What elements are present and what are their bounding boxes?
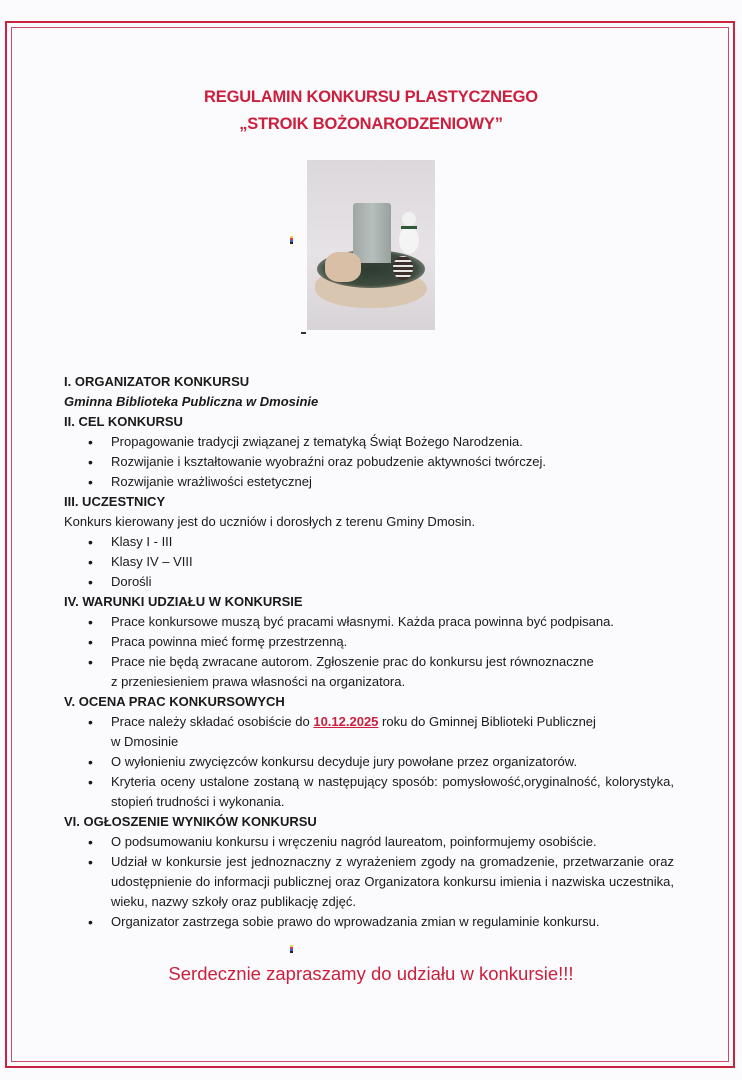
pine-cone <box>393 256 413 280</box>
list-item: • Klasy IV – VIII <box>64 552 674 572</box>
submission-text: Prace należy składać osobiście do <box>111 714 314 729</box>
goal-list <box>64 432 674 492</box>
participants-list <box>64 532 674 592</box>
list-item: • Organizator zastrzega sobie prawo do wprowadzania zmian w regulaminie konkursu. <box>64 912 674 932</box>
list-item <box>64 652 674 692</box>
closing-invitation: Serdecznie zapraszamy do udziału w konkursie!!! <box>168 963 574 984</box>
list-item-line: z przeniesieniem prawa własności na organizatora. <box>111 674 406 689</box>
list-item: • Dorośli <box>64 572 674 592</box>
list-item: • Prace konkursowe muszą być pracami własnymi. Każda praca powinna być podpisana. <box>64 612 674 632</box>
list-item: • Propagowanie tradycji związanej z tematyką Świąt Bożego Narodzenia. <box>64 432 674 452</box>
section-heading-conditions: IV. WARUNKI UDZIAŁU W KONKURSIE <box>64 594 303 609</box>
snowman-scarf <box>401 226 417 229</box>
list-item: • Rozwijanie wrażliwości estetycznej <box>64 472 674 492</box>
list-item: • O podsumowaniu konkursu i wręczeniu nagród laureatom, poinformujemy osobiście. <box>64 832 674 852</box>
snowman-head <box>402 212 416 226</box>
list-item: • Praca powinna mieć formę przestrzenną. <box>64 632 674 652</box>
list-item: • Klasy I - III <box>64 532 674 552</box>
poinsettia <box>325 252 361 282</box>
scan-mark <box>301 332 306 334</box>
list-item: • Kryteria oceny ustalone zostaną w następujący sposób: pomysłowość,oryginalność, kolorystyka, stopień trudności i wykonania. <box>64 772 674 812</box>
list-item: • O wyłonieniu zwycięzców konkursu decyduje jury powołane przez organizatorów. <box>64 752 674 772</box>
submission-text-cont: roku do Gminnej Biblioteki Publicznej <box>378 714 596 729</box>
document-title: REGULAMIN KONKURSU PLASTYCZNEGO <box>204 88 538 106</box>
section-heading-goal: II. CEL KONKURSU <box>64 414 183 429</box>
conditions-list <box>64 612 674 692</box>
document-subtitle: „STROIK BOŻONARODZENIOWY” <box>239 115 503 133</box>
list-item-line: Prace nie będą zwracane autorom. Zgłoszenie prac do konkursu jest równoznaczne <box>111 654 594 669</box>
candle <box>353 203 391 263</box>
list-item: • Udział w konkursie jest jednoznaczny z wyrażeniem zgody na gromadzenie, przetwarzanie oraz udostępnienie do informacji publicznej oraz Organizatora konkursu imienia i nazwiska uczestnika, wieku, nazwy szkoły oraz publikację zdjęć. <box>64 852 674 912</box>
snowman-body <box>399 226 419 254</box>
organizer-name: Gminna Biblioteka Publiczna w Dmosinie <box>64 394 319 409</box>
document-body <box>64 372 674 932</box>
section-heading-evaluation: V. OCENA PRAC KONKURSOWYCH <box>64 694 285 709</box>
print-color-mark <box>290 236 293 244</box>
section-heading-organizer: I. ORGANIZATOR KONKURSU <box>64 374 250 389</box>
submission-location: w Dmosinie <box>111 734 179 749</box>
list-item <box>64 712 674 752</box>
stroik-photo <box>307 160 435 330</box>
section-heading-results: VI. OGŁOSZENIE WYNIKÓW KONKURSU <box>64 814 317 829</box>
list-item: • Rozwijanie i kształtowanie wyobraźni oraz pobudzenie aktywności twórczej. <box>64 452 674 472</box>
participants-intro: Konkurs kierowany jest do uczniów i dorosłych z terenu Gminy Dmosin. <box>64 514 476 529</box>
print-color-mark <box>290 945 293 953</box>
evaluation-list <box>64 712 674 812</box>
section-heading-participants: III. UCZESTNICY <box>64 494 166 509</box>
deadline-date: 10.12.2025 <box>313 714 379 729</box>
results-list <box>64 832 674 932</box>
